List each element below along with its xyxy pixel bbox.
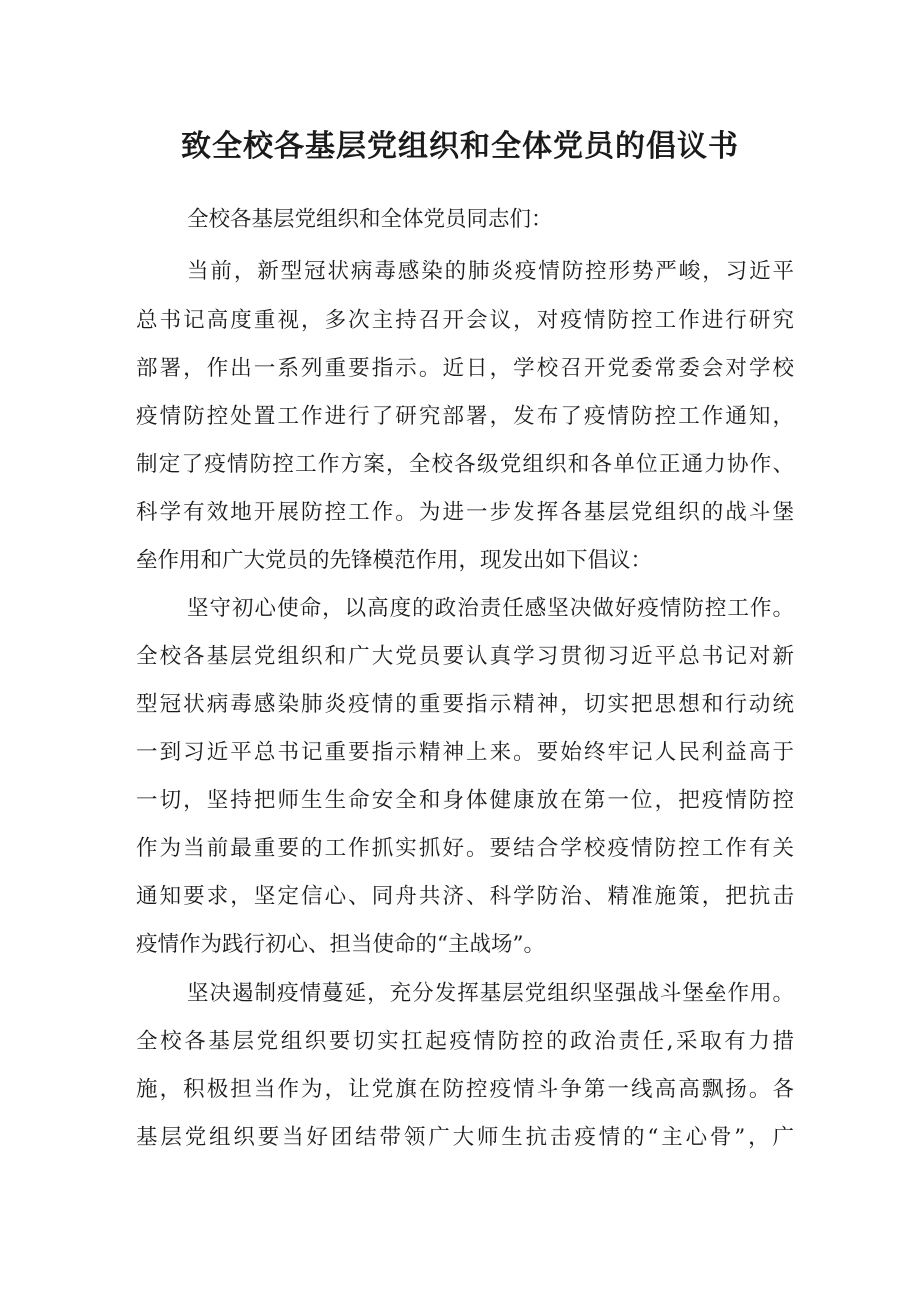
paragraph-line: 当前，新型冠状病毒感染的肺炎疫情防控形势严峻，习近平 [187, 259, 794, 284]
paragraph-line: 全校各基层党组织和广大党员要认真学习贯彻习近平总书记对新 [136, 644, 794, 669]
paragraph-line: 部署，作出一系列重要指示。近日，学校召开党委常委会对学校 [136, 356, 794, 381]
paragraph-line: 坚守初心使命，以高度的政治责任感坚决做好疫情防控工作。 [187, 596, 794, 621]
paragraph-line: 一切，坚持把师生生命安全和身体健康放在第一位，把疫情防控 [136, 788, 794, 813]
paragraph-line: 疫情作为践行初心、担当使命的“主战场”。 [136, 932, 545, 957]
paragraph-line: 一到习近平总书记重要指示精神上来。要始终牢记人民利益高于 [136, 740, 794, 765]
paragraph-line: 作为当前最重要的工作抓实抓好。要结合学校疫情防控工作有关 [136, 836, 794, 861]
salutation: 全校各基层党组织和全体党员同志们： [187, 207, 553, 232]
paragraph-line: 疫情防控处置工作进行了研究部署，发布了疫情防控工作通知， [136, 404, 794, 429]
paragraph-line: 施，积极担当作为，让党旗在防控疫情斗争第一线高高飘扬。各 [136, 1077, 794, 1102]
paragraph-line: 科学有效地开展防控工作。为进一步发挥各基层党组织的战斗堡 [136, 500, 794, 525]
document-title: 致全校各基层党组织和全体党员的倡议书 [181, 129, 739, 164]
paragraph-line: 全校各基层党组织要切实扛起疫情防控的政治责任,采取有力措 [136, 1029, 794, 1054]
paragraph-line: 制定了疫情防控工作方案，全校各级党组织和各单位正通力协作、 [136, 452, 794, 477]
paragraph-line: 型冠状病毒感染肺炎疫情的重要指示精神，切实把思想和行动统 [136, 692, 794, 717]
paragraph-line: 垒作用和广大党员的先锋模范作用，现发出如下倡议： [136, 548, 653, 573]
paragraph-line: 坚决遏制疫情蔓延，充分发挥基层党组织坚强战斗堡垒作用。 [187, 981, 794, 1006]
paragraph-line: 基层党组织要当好团结带领广大师生抗击疫情的“主心骨”，广 [136, 1125, 794, 1150]
paragraph-line: 通知要求，坚定信心、同舟共济、科学防治、精准施策，把抗击 [136, 884, 794, 909]
paragraph-line: 总书记高度重视，多次主持召开会议，对疫情防控工作进行研究 [136, 308, 794, 333]
